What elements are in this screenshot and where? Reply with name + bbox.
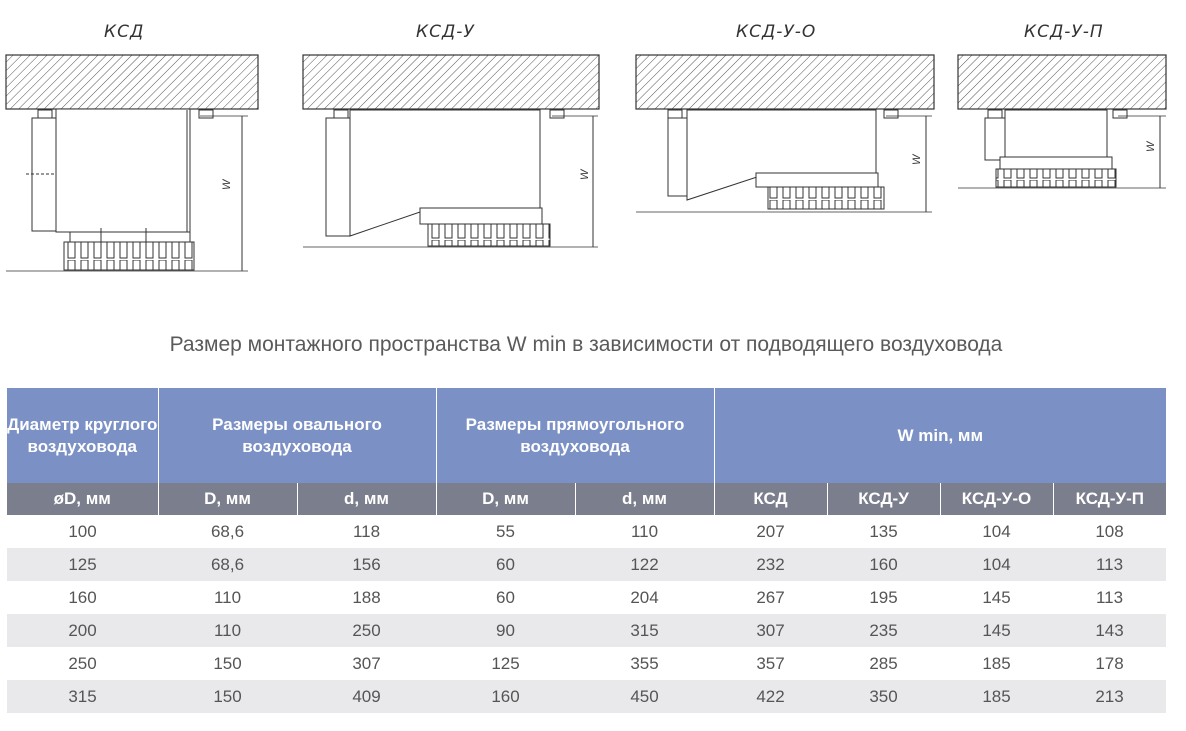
- table-cell: 422: [714, 680, 827, 713]
- plenum-box: [1005, 110, 1107, 162]
- diagram-title-ksd-u-o: КСД-У-О: [736, 22, 817, 42]
- diagram-title-ksd-u: КСД-У: [416, 22, 475, 42]
- table-cell: 113: [1053, 581, 1166, 614]
- installation-drawings: [0, 0, 1186, 300]
- header-round-duct: Диаметр круглого воздуховода: [7, 388, 158, 483]
- ceiling-slab: [636, 55, 934, 109]
- ceiling-slab: [303, 55, 599, 109]
- diffuser: [70, 232, 190, 242]
- grille: [996, 169, 1116, 187]
- header-w-min: W min, мм: [714, 388, 1166, 483]
- table-cell: 104: [940, 548, 1053, 581]
- ceiling-slab: [958, 55, 1166, 109]
- table-cell: 100: [7, 515, 158, 548]
- table-cell: 68,6: [158, 548, 297, 581]
- table-cell: 355: [575, 647, 714, 680]
- diffuser: [1000, 157, 1112, 169]
- table-cell: 350: [827, 680, 940, 713]
- table-cell: 150: [158, 647, 297, 680]
- diagram-title-ksd-u-p: КСД-У-П: [1024, 22, 1104, 42]
- column-header: КСД-У: [827, 483, 940, 515]
- table-cell: 307: [714, 614, 827, 647]
- table-cell: 235: [827, 614, 940, 647]
- diffuser: [756, 173, 878, 187]
- table-cell: 60: [436, 548, 575, 581]
- table-cell: 156: [297, 548, 436, 581]
- table-cell: 110: [158, 581, 297, 614]
- ceiling-slab: [6, 55, 258, 109]
- table-cell: 315: [7, 680, 158, 713]
- table-cell: 160: [7, 581, 158, 614]
- column-header: d, мм: [297, 483, 436, 515]
- table-cell: 135: [827, 515, 940, 548]
- table-cell: 55: [436, 515, 575, 548]
- table-row: [7, 614, 1166, 647]
- table-cell: 110: [158, 614, 297, 647]
- table-cell: 125: [7, 548, 158, 581]
- column-header: d, мм: [575, 483, 714, 515]
- table-cell: 185: [940, 647, 1053, 680]
- table-cell: 213: [1053, 680, 1166, 713]
- table-cell: 113: [1053, 548, 1166, 581]
- inlet-duct: [985, 118, 1005, 160]
- header-oval-duct: Размеры овального воздуховода: [158, 388, 436, 483]
- table-cell: 104: [940, 515, 1053, 548]
- diffuser: [420, 208, 542, 224]
- dimension-label: W: [1145, 141, 1157, 152]
- table-cell: 357: [714, 647, 827, 680]
- table-cell: 125: [436, 647, 575, 680]
- table-cell: 143: [1053, 614, 1166, 647]
- column-header: КСД: [714, 483, 827, 515]
- table-cell: 118: [297, 515, 436, 548]
- table-cell: 315: [575, 614, 714, 647]
- table-row: [7, 680, 1166, 713]
- table-cell: 68,6: [158, 515, 297, 548]
- table-cell: 250: [297, 614, 436, 647]
- header-rect-duct: Размеры прямоугольного воздуховода: [436, 388, 714, 483]
- table-cell: 188: [297, 581, 436, 614]
- grille: [768, 187, 884, 209]
- table-cell: 409: [297, 680, 436, 713]
- table-cell: 178: [1053, 647, 1166, 680]
- dimension-label: W: [911, 154, 923, 165]
- table-cell: 122: [575, 548, 714, 581]
- table-cell: 285: [827, 647, 940, 680]
- column-header: D, мм: [436, 483, 575, 515]
- table-cell: 160: [436, 680, 575, 713]
- table-cell: 307: [297, 647, 436, 680]
- table-cell: 90: [436, 614, 575, 647]
- grille: [428, 224, 550, 246]
- diagram-ksd-u-p: [958, 55, 1166, 188]
- table-cell: 450: [575, 680, 714, 713]
- table-row: [7, 515, 1166, 548]
- diagram-title-ksd: КСД: [104, 22, 145, 42]
- table-row: [7, 581, 1166, 614]
- dimensions-table: [7, 388, 1166, 713]
- table-cell: 108: [1053, 515, 1166, 548]
- dimension-label: W: [221, 179, 233, 190]
- table-cell: 204: [575, 581, 714, 614]
- table-caption: Размер монтажного пространства W min в зависимости от подводящего воздуховода: [169, 333, 1003, 356]
- inlet-duct: [668, 118, 687, 196]
- column-header: КСД-У-П: [1053, 483, 1166, 515]
- grille: [64, 242, 194, 270]
- table-cell: 160: [827, 548, 940, 581]
- table-cell: 200: [7, 614, 158, 647]
- dimension-label: W: [579, 169, 591, 180]
- diagram-ksd-u: [303, 55, 599, 247]
- table-cell: 150: [158, 680, 297, 713]
- table-cell: 110: [575, 515, 714, 548]
- table-cell: 195: [827, 581, 940, 614]
- table-body: [7, 515, 1166, 713]
- table-cell: 250: [7, 647, 158, 680]
- column-header: D, мм: [158, 483, 297, 515]
- table-cell: 232: [714, 548, 827, 581]
- table-row: [7, 548, 1166, 581]
- table-cell: 60: [436, 581, 575, 614]
- plenum-box: [56, 109, 190, 232]
- table-cell: 145: [940, 581, 1053, 614]
- table-row: [7, 647, 1166, 680]
- diagram-ksd: [6, 55, 258, 271]
- table-cell: 207: [714, 515, 827, 548]
- table-cell: 185: [940, 680, 1053, 713]
- diagram-ksd-u-o: [636, 55, 934, 212]
- column-header: КСД-У-О: [940, 483, 1053, 515]
- table-cell: 145: [940, 614, 1053, 647]
- table-cell: 267: [714, 581, 827, 614]
- column-header: øD, мм: [7, 483, 158, 515]
- inlet-duct: [326, 118, 350, 236]
